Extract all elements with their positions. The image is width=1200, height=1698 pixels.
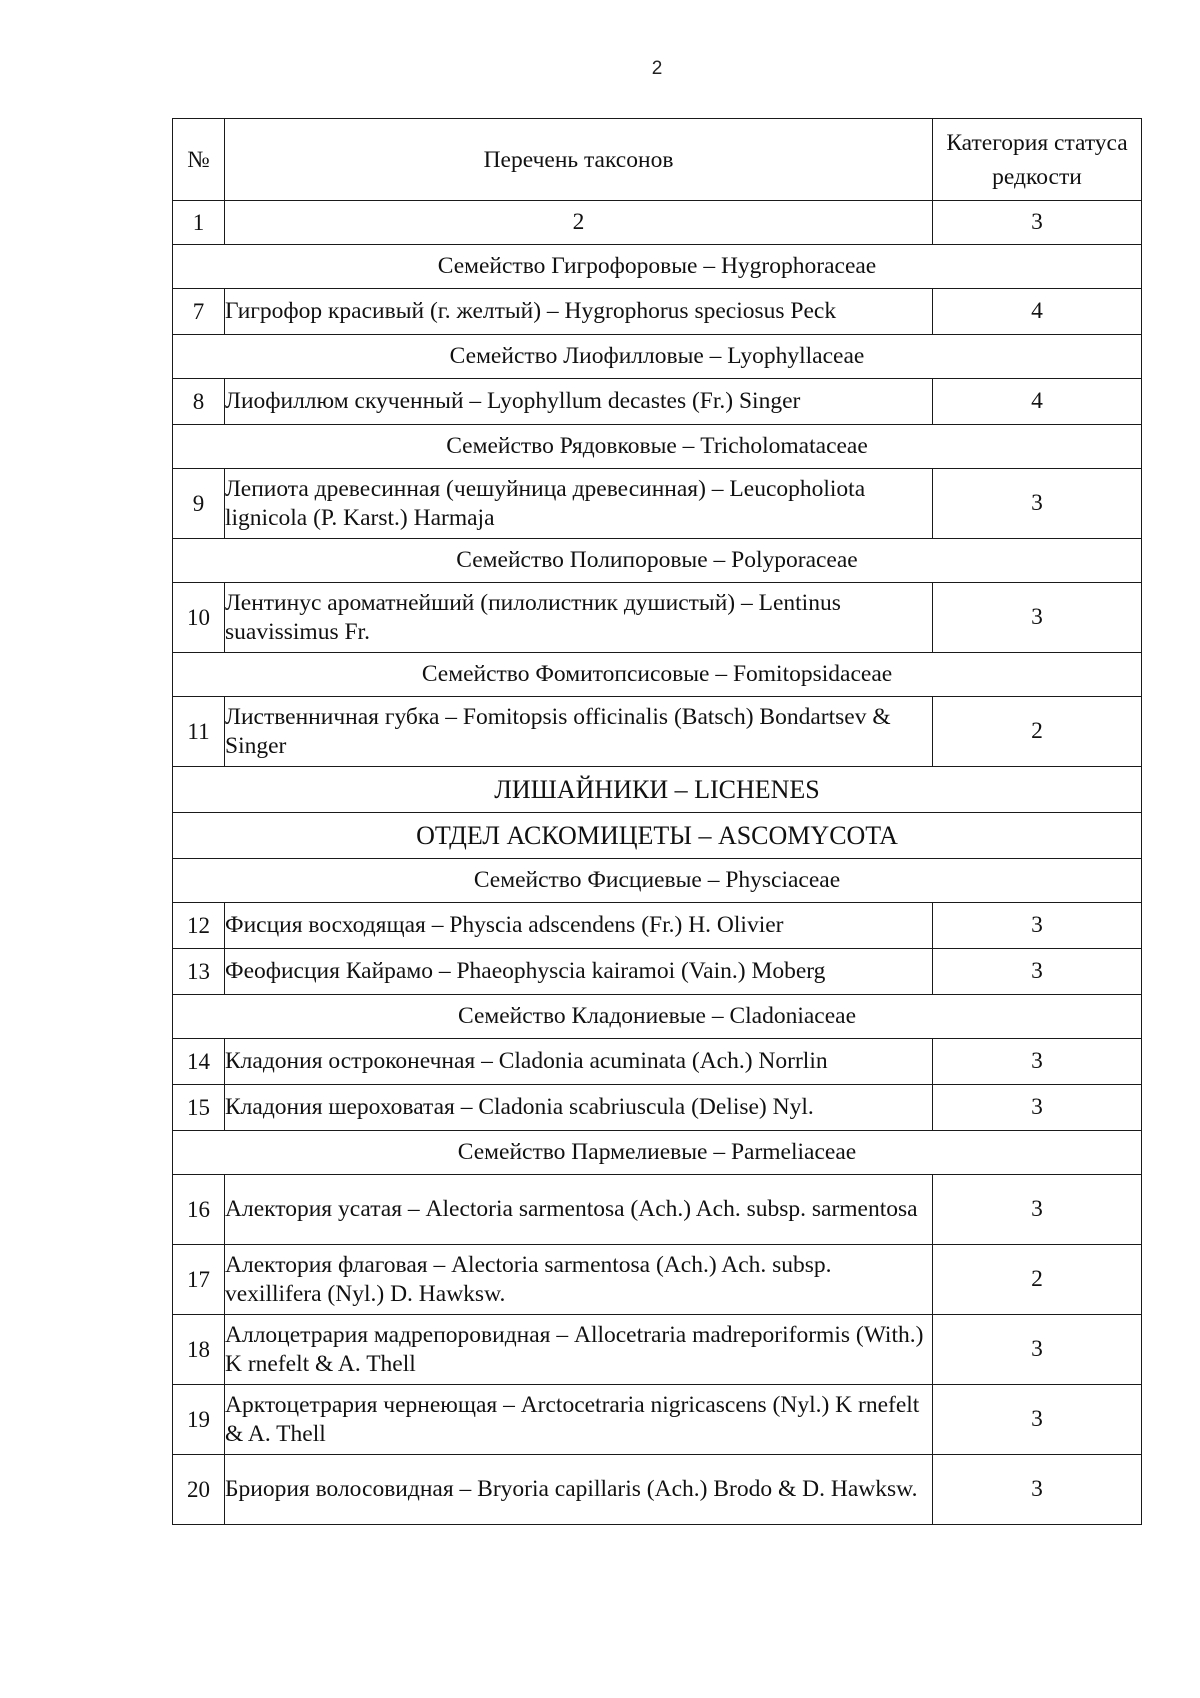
rare-taxa-table [172, 118, 1142, 1525]
taxon-number: 17 [173, 1245, 225, 1315]
rarity-category: 3 [933, 903, 1142, 949]
index-taxa-cell: 2 [225, 201, 933, 245]
section-row [173, 767, 1142, 813]
taxon-name: Лиственничная губка – Fomitopsis officinalis (Batsch) Bondartsev & Singer [225, 697, 933, 767]
rarity-category: 4 [933, 289, 1142, 335]
taxon-row [173, 1315, 1142, 1385]
taxon-name: Феофисция Кайрамо – Phaeophyscia kairamoi (Vain.) Moberg [225, 949, 933, 995]
taxon-name: Алектория флаговая – Alectoria sarmentosa (Ach.) Ach. subsp. vexillifera (Nyl.) D. Hawksw. [225, 1245, 933, 1315]
taxon-number: 16 [173, 1175, 225, 1245]
section-row [173, 813, 1142, 859]
taxon-row [173, 949, 1142, 995]
index-num-cell: 1 [173, 201, 225, 245]
rarity-category: 3 [933, 1039, 1142, 1085]
family-heading: Семейство Пармелиевые – Parmeliaceae [173, 1131, 1142, 1175]
family-heading: Семейство Фомитопсисовые – Fomitopsidaceae [173, 653, 1142, 697]
rarity-category: 3 [933, 469, 1142, 539]
taxon-row [173, 1039, 1142, 1085]
rarity-category: 2 [933, 697, 1142, 767]
taxon-number: 7 [173, 289, 225, 335]
taxon-number: 18 [173, 1315, 225, 1385]
taxon-name: Бриория волосовидная – Bryoria capillaris (Ach.) Brodo & D. Hawksw. [225, 1455, 933, 1525]
family-row [173, 653, 1142, 697]
family-heading: Семейство Рядовковые – Tricholomataceae [173, 425, 1142, 469]
family-row [173, 539, 1142, 583]
taxon-row [173, 1245, 1142, 1315]
family-heading: Семейство Лиофилловые – Lyophyllaceae [173, 335, 1142, 379]
taxon-row [173, 583, 1142, 653]
taxon-number: 13 [173, 949, 225, 995]
family-heading: Семейство Гигрофоровые – Hygrophoraceae [173, 245, 1142, 289]
taxon-row [173, 903, 1142, 949]
taxon-name: Алектория усатая – Alectoria sarmentosa (Ach.) Ach. subsp. sarmentosa [225, 1175, 933, 1245]
rarity-category: 3 [933, 1085, 1142, 1131]
taxon-name: Арктоцетрария чернеющая – Arctocetraria nigricascens (Nyl.) K rnefelt & A. Thell [225, 1385, 933, 1455]
family-row [173, 1131, 1142, 1175]
taxon-row [173, 379, 1142, 425]
taxon-row [173, 289, 1142, 335]
family-row [173, 859, 1142, 903]
header-row [173, 119, 1142, 201]
family-heading: Семейство Фисциевые – Physciaceae [173, 859, 1142, 903]
taxon-name: Фисция восходящая – Physcia adscendens (Fr.) H. Olivier [225, 903, 933, 949]
index-category-cell: 3 [933, 201, 1142, 245]
page-number: 2 [651, 58, 663, 79]
section-heading: ЛИШАЙНИКИ – LICHENES [173, 767, 1142, 813]
taxon-name: Аллоцетрария мадрепоровидная – Allocetraria madreporiformis (With.) K rnefelt & A. Thell [225, 1315, 933, 1385]
taxon-number: 15 [173, 1085, 225, 1131]
taxon-number: 20 [173, 1455, 225, 1525]
taxon-row [173, 469, 1142, 539]
column-index-row [173, 201, 1142, 245]
taxon-number: 14 [173, 1039, 225, 1085]
family-heading: Семейство Кладониевые – Cladoniaceae [173, 995, 1142, 1039]
taxon-number: 10 [173, 583, 225, 653]
rarity-category: 3 [933, 1315, 1142, 1385]
taxon-number: 8 [173, 379, 225, 425]
taxon-name: Кладония остроконечная – Cladonia acuminata (Ach.) Norrlin [225, 1039, 933, 1085]
rarity-category: 3 [933, 1175, 1142, 1245]
rarity-category: 2 [933, 1245, 1142, 1315]
taxon-row [173, 697, 1142, 767]
taxon-name: Гигрофор красивый (г. желтый) – Hygrophorus speciosus Peck [225, 289, 933, 335]
taxon-name: Лиофиллюм скученный – Lyophyllum decastes (Fr.) Singer [225, 379, 933, 425]
rarity-category: 3 [933, 1455, 1142, 1525]
taxon-name: Лепиота древесинная (чешуйница древесинная) – Leucopholiota lignicola (P. Karst.) Harmaja [225, 469, 933, 539]
rarity-category: 3 [933, 949, 1142, 995]
taxon-row [173, 1455, 1142, 1525]
taxon-number: 9 [173, 469, 225, 539]
taxon-row [173, 1175, 1142, 1245]
taxon-row [173, 1085, 1142, 1131]
family-row [173, 245, 1142, 289]
family-row [173, 425, 1142, 469]
section-heading: ОТДЕЛ АСКОМИЦЕТЫ – ASCOMYCOTA [173, 813, 1142, 859]
family-heading: Семейство Полипоровые – Polyporaceae [173, 539, 1142, 583]
taxon-name: Лентинус ароматнейший (пилолистник душистый) – Lentinus suavissimus Fr. [225, 583, 933, 653]
taxon-name: Кладония шероховатая – Cladonia scabriuscula (Delise) Nyl. [225, 1085, 933, 1131]
rarity-category: 3 [933, 583, 1142, 653]
taxon-row [173, 1385, 1142, 1455]
header-taxa-cell: Перечень таксонов [225, 119, 933, 201]
family-row [173, 335, 1142, 379]
rarity-category: 3 [933, 1385, 1142, 1455]
taxon-number: 11 [173, 697, 225, 767]
header-num-cell: № [173, 119, 225, 201]
family-row [173, 995, 1142, 1039]
header-category-cell: Категория статуса редкости [933, 119, 1142, 201]
taxon-number: 19 [173, 1385, 225, 1455]
taxon-number: 12 [173, 903, 225, 949]
rarity-category: 4 [933, 379, 1142, 425]
